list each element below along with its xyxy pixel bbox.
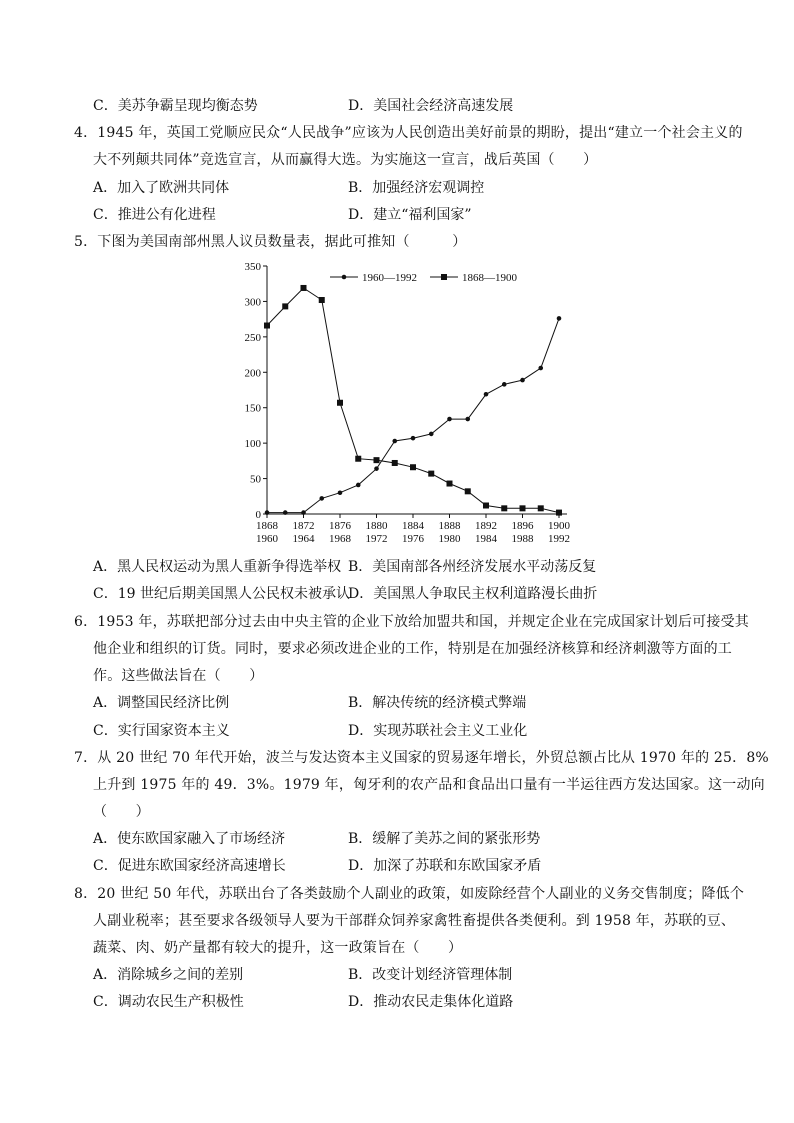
q3-option-d: D．美国社会经济高速发展: [348, 98, 514, 114]
x-tick-label-top: 1896: [511, 520, 534, 532]
q6-stem-line-2: 他企业和组织的订货。同时，要求必须改进企业的工作，特别是在加强经济核算和经济刺激等方面的工: [93, 641, 732, 657]
q7-stem-line-3: （ ）: [93, 804, 150, 820]
point-square: [282, 303, 288, 309]
x-tick-label-top: 1872: [292, 520, 315, 532]
x-tick-label-top: 1892: [475, 520, 497, 532]
y-tick-label: 150: [244, 402, 261, 415]
point-square: [556, 510, 562, 516]
x-tick-label-top: 1876: [329, 520, 351, 532]
x-tick-label-top: 1868: [256, 520, 278, 532]
q6-option-c: C．实行国家资本主义: [93, 723, 230, 739]
x-tick-label-bottom: 1992: [548, 533, 570, 545]
q4-stem-line-1: 4．1945 年，英国工党顺应民众“人民战争”应该为人民创造出美好前景的期盼，提出“建立一个社会主义的: [74, 125, 743, 141]
q6-stem-line-3: 作。这些做法旨在（ ）: [93, 668, 264, 684]
series-line-1868—1900: [267, 288, 559, 513]
q8-option-b: B．改变计划经济管理体制: [348, 967, 513, 983]
point-square: [301, 285, 307, 291]
point-square: [538, 505, 544, 511]
point-circle: [265, 510, 270, 515]
q4-stem-line-2: 大不列颠共同体”竞选宣言，从而赢得大选。为实施这一宣言，战后英国（ ）: [93, 152, 598, 168]
q7-option-a: A．使东欧国家融入了市场经济: [93, 831, 286, 847]
point-square: [501, 505, 507, 511]
point-circle: [502, 382, 507, 387]
point-circle: [484, 392, 489, 397]
q6-option-d: D．实现苏联社会主义工业化: [348, 723, 528, 739]
point-square: [374, 457, 380, 463]
point-square: [428, 471, 434, 477]
q4-option-b: B．加强经济宏观调控: [348, 180, 485, 196]
chart-series-lines: [267, 288, 559, 513]
y-tick-label: 250: [244, 331, 261, 344]
q8-stem-line-1: 8．20 世纪 50 年代，苏联出台了各类鼓励个人副业的政策，如废除经营个人副业的义务交售制度；降低个: [74, 886, 745, 902]
q3-option-c: C．美苏争霸呈现均衡态势: [93, 98, 258, 114]
x-tick-label-top: 1900: [548, 520, 570, 532]
x-tick-label-bottom: 1976: [402, 533, 424, 545]
point-square: [355, 456, 361, 462]
q8-option-c: C．调动农民生产积极性: [93, 994, 244, 1010]
q8-option-a: A．消除城乡之间的差别: [93, 967, 244, 983]
legend-marker-square: [441, 274, 447, 280]
point-square: [319, 297, 325, 303]
q5-option-c: C．19 世纪后期美国黑人公民权未被承认: [93, 586, 350, 602]
q7-stem-line-2: 上升到 1975 年的 49．3%。1979 年，匈牙利的农产品和食品出口量有一半运往西方发达国家。这一动向: [93, 777, 765, 793]
point-circle: [392, 439, 397, 444]
point-square: [520, 505, 526, 511]
point-circle: [356, 483, 361, 488]
q5-option-b: B．美国南部各州经济发展水平动荡反复: [348, 559, 597, 575]
y-tick-label: 100: [244, 438, 261, 451]
point-circle: [411, 436, 416, 441]
point-square: [410, 464, 416, 470]
x-tick-label-top: 1884: [402, 520, 424, 532]
q5-option-d: D．美国黑人争取民主权利道路漫长曲折: [348, 586, 598, 602]
q4-option-a: A．加入了欧洲共同体: [93, 180, 230, 196]
y-tick-label: 350: [244, 261, 261, 273]
x-tick-label-bottom: 1984: [475, 533, 497, 545]
x-tick-label-bottom: 1988: [511, 533, 534, 545]
q7-stem-line-1: 7．从 20 世纪 70 年代开始，波兰与发达资本主义国家的贸易逐年增长，外贸总额占比从 1970 年的 25．8%: [74, 750, 769, 766]
y-tick-label: 0: [255, 509, 261, 521]
y-tick-label: 300: [244, 296, 261, 309]
point-circle: [557, 316, 562, 321]
chart-x-ticks: [256, 514, 571, 545]
x-tick-label-bottom: 1960: [256, 533, 278, 545]
point-circle: [465, 417, 470, 422]
point-circle: [374, 466, 379, 471]
x-tick-label-top: 1880: [365, 520, 388, 532]
x-tick-label-bottom: 1972: [365, 533, 388, 545]
point-square: [392, 460, 398, 466]
point-square: [465, 488, 471, 494]
q6-option-b: B．解决传统的经济模式弊端: [348, 695, 527, 711]
q4-option-d: D．建立“福利国家”: [348, 207, 472, 223]
q7-option-b: B．缓解了美苏之间的紧张形势: [348, 831, 541, 847]
point-circle: [447, 417, 452, 422]
point-circle: [319, 496, 324, 501]
q5-option-a: A．黑人民权运动为黑人重新争得选举权: [93, 559, 342, 575]
chart-series-markers: [264, 285, 562, 516]
q8-stem-line-3: 蔬菜、肉、奶产量都有较大的提升，这一政策旨在（ ）: [93, 940, 463, 956]
point-square: [264, 323, 270, 329]
chart-legend: [330, 272, 518, 284]
q8-option-d: D．推动农民走集体化道路: [348, 994, 514, 1010]
q6-option-a: A．调整国民经济比例: [93, 695, 230, 711]
x-tick-label-bottom: 1980: [438, 533, 461, 545]
legend-marker-circle: [342, 275, 347, 280]
point-circle: [429, 432, 434, 437]
point-square: [447, 481, 453, 487]
point-circle: [520, 378, 525, 383]
q7-option-c: C．促进东欧国家经济高速增长: [93, 858, 286, 874]
q8-stem-line-2: 人副业税率；甚至要求各级领导人要为干部群众饲养家禽牲畜提供各类便利。到 1958 年，苏联的豆、: [93, 913, 736, 929]
chart-y-ticks: [245, 261, 268, 521]
point-circle: [301, 510, 306, 515]
point-circle: [338, 490, 343, 495]
chart-axes: [267, 266, 567, 514]
legend-label: 1868—1900: [462, 272, 517, 284]
series-line-1960—1992: [267, 318, 559, 512]
x-tick-label-bottom: 1968: [329, 533, 351, 545]
q5-stem-line-1: 5．下图为美国南部州黑人议员数量表，据此可推知（ ）: [74, 234, 467, 250]
black-legislators-line-chart: [232, 258, 592, 548]
q7-option-d: D．加深了苏联和东欧国家矛盾: [348, 858, 542, 874]
q4-option-c: C．推进公有化进程: [93, 207, 216, 223]
y-tick-label: 50: [250, 473, 261, 486]
point-square: [337, 400, 343, 406]
point-circle: [538, 366, 543, 371]
x-tick-label-top: 1888: [438, 520, 461, 532]
point-square: [483, 502, 489, 508]
q6-stem-line-1: 6．1953 年，苏联把部分过去由中央主管的企业下放给加盟共和国，并规定企业在完成国家计划后可接受其: [74, 614, 749, 630]
x-tick-label-bottom: 1964: [292, 533, 315, 545]
legend-label: 1960—1992: [362, 272, 417, 284]
point-circle: [283, 510, 288, 515]
y-tick-label: 200: [244, 367, 261, 380]
